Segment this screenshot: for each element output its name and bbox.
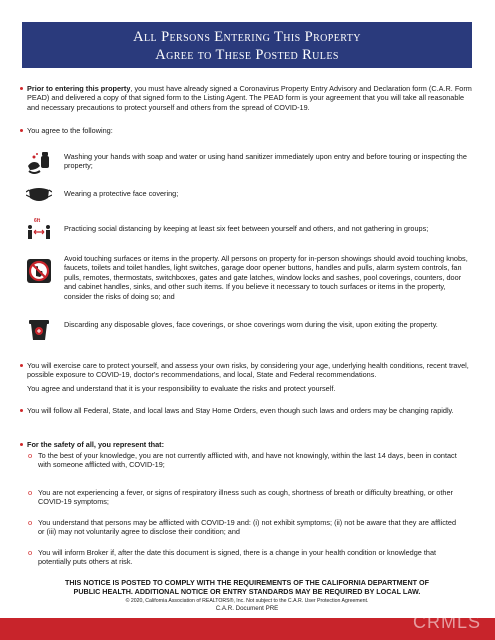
intro-paragraph bbox=[27, 84, 472, 112]
bullet-dot bbox=[20, 87, 23, 90]
list-marker: o bbox=[28, 518, 33, 527]
hand-washing-icon bbox=[26, 150, 52, 176]
rule-text: Discarding any disposable gloves, face coverings, or shoe coverings worn during the visit, upon exiting the property. bbox=[64, 320, 438, 329]
safety-item-text: You understand that persons may be afflicted with COVID-19 and: (i) not exhibit symptoms; (ii) not be aware that they are afflicted or (iii) may not voluntarily agree to disclose their condition; and bbox=[38, 518, 457, 537]
safety-item-text: You will inform Broker if, after the date this document is signed, there is a change in your health condition or knowledge that potentially puts others at risk. bbox=[38, 548, 437, 567]
title-line-2: Agree to These Posted Rules bbox=[155, 47, 339, 63]
rule-text: Wearing a protective face covering; bbox=[64, 189, 179, 198]
footer-notice-line-2: PUBLIC HEALTH. ADDITIONAL NOTICE OR ENTRY STANDARDS MAY BE REQUIRED BY LOCAL LAW. bbox=[73, 587, 421, 596]
title-banner bbox=[22, 22, 472, 68]
laws-paragraph bbox=[27, 406, 472, 415]
list-marker: o bbox=[28, 488, 33, 497]
title-line-1: All Persons Entering This Property bbox=[133, 29, 361, 45]
safety-item bbox=[28, 518, 458, 537]
safety-heading bbox=[27, 440, 472, 449]
bullet-dot bbox=[20, 129, 23, 132]
bullet-dot bbox=[20, 409, 23, 412]
intro-text: , you must have already signed a Coronavirus Property Entry Advisory and Declaration form (C.A.R. Form PEAD) and delivered a copy of that signed form to the Listing Agent. The PEAD form is your agreement that you will take all reasonable and necessary precautions to protect yourself and others from the spread of COVID-19. bbox=[27, 84, 472, 112]
safety-item bbox=[28, 451, 458, 470]
care-text: You will exercise care to protect yourself, and assess your own risks, by considering your age, underlying health conditions, recent travel, possible exposure to COVID-19, doctor's recommendations, and local, State and Federal recommendations. bbox=[27, 361, 469, 380]
care-paragraph bbox=[27, 361, 472, 380]
safety-item-text: To the best of your knowledge, you are not currently afflicted with, and have not knowingly, within the last 14 days, been in contact with someone afflicted with, COVID-19; bbox=[38, 451, 457, 470]
list-marker: o bbox=[28, 548, 33, 557]
watermark: CRMLS bbox=[412, 612, 481, 632]
footer-notice bbox=[22, 578, 472, 596]
list-marker: o bbox=[28, 451, 33, 460]
footer-notice-line-1: THIS NOTICE IS POSTED TO COMPLY WITH THE REQUIREMENTS OF THE CALIFORNIA DEPARTMENT OF bbox=[64, 578, 430, 587]
safety-heading-text: For the safety of all, you represent that: bbox=[27, 440, 165, 449]
care-text-2: You agree and understand that it is your responsibility to evaluate the risks and protect yourself. bbox=[27, 384, 336, 393]
rule-text: Washing your hands with soap and water or using hand sanitizer immediately upon entry and before touring or inspecting the property; bbox=[64, 152, 467, 171]
agree-heading bbox=[27, 126, 472, 135]
safety-item bbox=[28, 548, 458, 567]
safety-item-text: You are not experiencing a fever, or signs of respiratory illness such as cough, shortness of breath or difficulty breathing, or other COVID-19 symptoms; bbox=[38, 488, 453, 507]
care-paragraph-2 bbox=[27, 384, 472, 393]
no-touch-icon bbox=[26, 258, 52, 284]
safety-item bbox=[28, 488, 458, 507]
face-mask-icon bbox=[26, 182, 52, 208]
agree-heading-text: You agree to the following: bbox=[27, 126, 113, 135]
rule-text: Practicing social distancing by keeping at least six feet between yourself and others, and not gathering in groups; bbox=[64, 224, 429, 233]
footer-copyright: © 2020, California Association of REALTORS®, Inc. Not subject to the C.A.R. User Protection Agreement. bbox=[125, 598, 369, 604]
bullet-dot bbox=[20, 443, 23, 446]
trash-bin-icon bbox=[26, 316, 52, 342]
distance-label: 6ft bbox=[34, 218, 41, 224]
intro-bold-lead: Prior to entering this property bbox=[27, 84, 131, 93]
footer-doc-id: C.A.R. Document PRE bbox=[215, 605, 279, 612]
social-distance-icon bbox=[26, 218, 52, 244]
laws-text: You will follow all Federal, State, and local laws and Stay Home Orders, even though such laws and orders may be changing rapidly. bbox=[27, 406, 454, 415]
rule-text: Avoid touching surfaces or items in the property. All persons on property for in-person showings should avoid touching knobs, faucets, toilets and toilet handles, light switches, garage door opener buttons, handles and pulls, alarm system controls, fan pulls, remotes, thermostats, switchboxes, gates and gate latches, window locks and sashes, pool coverings, counters, door and cabinet handles, sinks, and other such items. If you believe it necessary to touch surfaces or items in the property, consider the risks of doing so; and bbox=[64, 254, 468, 301]
bullet-dot bbox=[20, 364, 23, 367]
